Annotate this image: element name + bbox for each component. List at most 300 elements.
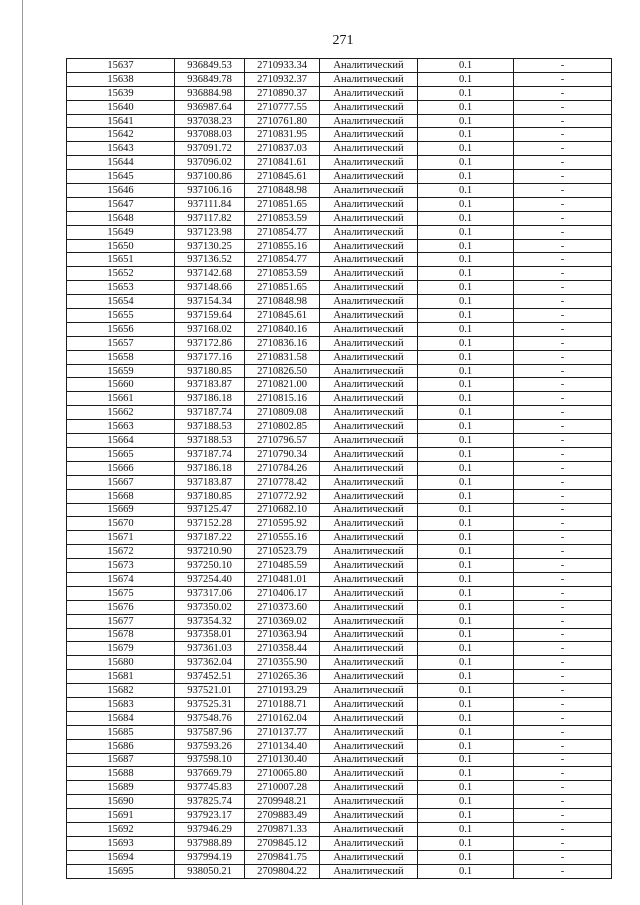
x-coordinate-cell: 937168.02: [175, 322, 245, 336]
accuracy-cell: 0.1: [418, 503, 514, 517]
note-cell: -: [514, 836, 612, 850]
note-cell: -: [514, 850, 612, 864]
method-cell: Аналитический: [320, 72, 418, 86]
method-cell: Аналитический: [320, 184, 418, 198]
note-cell: -: [514, 670, 612, 684]
y-coordinate-cell: 2710790.34: [245, 447, 320, 461]
x-coordinate-cell: 937091.72: [175, 142, 245, 156]
method-cell: Аналитический: [320, 600, 418, 614]
method-cell: Аналитический: [320, 170, 418, 184]
x-coordinate-cell: 937188.53: [175, 420, 245, 434]
note-cell: -: [514, 739, 612, 753]
x-coordinate-cell: 937183.87: [175, 475, 245, 489]
table-row: [67, 434, 612, 448]
note-cell: -: [514, 59, 612, 73]
x-coordinate-cell: 937825.74: [175, 795, 245, 809]
note-cell: -: [514, 420, 612, 434]
point-number-cell: 15647: [67, 197, 175, 211]
note-cell: -: [514, 864, 612, 878]
table-row: [67, 295, 612, 309]
point-number-cell: 15641: [67, 114, 175, 128]
x-coordinate-cell: 937180.85: [175, 489, 245, 503]
note-cell: -: [514, 725, 612, 739]
accuracy-cell: 0.1: [418, 781, 514, 795]
x-coordinate-cell: 937177.16: [175, 350, 245, 364]
note-cell: -: [514, 434, 612, 448]
point-number-cell: 15676: [67, 600, 175, 614]
y-coordinate-cell: 2710932.37: [245, 72, 320, 86]
method-cell: Аналитический: [320, 614, 418, 628]
y-coordinate-cell: 2709948.21: [245, 795, 320, 809]
accuracy-cell: 0.1: [418, 795, 514, 809]
accuracy-cell: 0.1: [418, 267, 514, 281]
accuracy-cell: 0.1: [418, 461, 514, 475]
point-number-cell: 15655: [67, 309, 175, 323]
x-coordinate-cell: 937187.74: [175, 447, 245, 461]
table-row: [67, 670, 612, 684]
point-number-cell: 15683: [67, 697, 175, 711]
note-cell: -: [514, 767, 612, 781]
accuracy-cell: 0.1: [418, 864, 514, 878]
table-row: [67, 711, 612, 725]
note-cell: -: [514, 545, 612, 559]
method-cell: Аналитический: [320, 392, 418, 406]
x-coordinate-cell: 937358.01: [175, 628, 245, 642]
table-row: [67, 753, 612, 767]
point-number-cell: 15678: [67, 628, 175, 642]
accuracy-cell: 0.1: [418, 364, 514, 378]
note-cell: -: [514, 642, 612, 656]
method-cell: Аналитический: [320, 420, 418, 434]
accuracy-cell: 0.1: [418, 725, 514, 739]
y-coordinate-cell: 2710854.77: [245, 225, 320, 239]
method-cell: Аналитический: [320, 572, 418, 586]
note-cell: -: [514, 795, 612, 809]
y-coordinate-cell: 2710761.80: [245, 114, 320, 128]
y-coordinate-cell: 2709845.12: [245, 836, 320, 850]
accuracy-cell: 0.1: [418, 59, 514, 73]
x-coordinate-cell: 937923.17: [175, 809, 245, 823]
accuracy-cell: 0.1: [418, 489, 514, 503]
accuracy-cell: 0.1: [418, 281, 514, 295]
note-cell: -: [514, 600, 612, 614]
table-row: [67, 614, 612, 628]
y-coordinate-cell: 2710369.02: [245, 614, 320, 628]
point-number-cell: 15648: [67, 211, 175, 225]
y-coordinate-cell: 2710355.90: [245, 656, 320, 670]
y-coordinate-cell: 2710933.34: [245, 59, 320, 73]
accuracy-cell: 0.1: [418, 684, 514, 698]
table-row: [67, 850, 612, 864]
x-coordinate-cell: 937106.16: [175, 184, 245, 198]
point-number-cell: 15695: [67, 864, 175, 878]
note-cell: -: [514, 239, 612, 253]
x-coordinate-cell: 937946.29: [175, 822, 245, 836]
x-coordinate-cell: 937988.89: [175, 836, 245, 850]
x-coordinate-cell: 937154.34: [175, 295, 245, 309]
note-cell: -: [514, 364, 612, 378]
table-row: [67, 684, 612, 698]
note-cell: -: [514, 559, 612, 573]
point-number-cell: 15659: [67, 364, 175, 378]
coordinates-table: [66, 58, 612, 879]
accuracy-cell: 0.1: [418, 378, 514, 392]
note-cell: -: [514, 781, 612, 795]
note-cell: -: [514, 475, 612, 489]
y-coordinate-cell: 2710853.59: [245, 267, 320, 281]
table-row: [67, 128, 612, 142]
method-cell: Аналитический: [320, 100, 418, 114]
table-row: [67, 656, 612, 670]
accuracy-cell: 0.1: [418, 114, 514, 128]
table-row: [67, 59, 612, 73]
coordinates-table-body: [67, 59, 612, 879]
x-coordinate-cell: 937117.82: [175, 211, 245, 225]
y-coordinate-cell: 2709871.33: [245, 822, 320, 836]
method-cell: Аналитический: [320, 225, 418, 239]
method-cell: Аналитический: [320, 447, 418, 461]
x-coordinate-cell: 937250.10: [175, 559, 245, 573]
x-coordinate-cell: 937148.66: [175, 281, 245, 295]
method-cell: Аналитический: [320, 350, 418, 364]
x-coordinate-cell: 937354.32: [175, 614, 245, 628]
y-coordinate-cell: 2709883.49: [245, 809, 320, 823]
note-cell: -: [514, 572, 612, 586]
x-coordinate-cell: 937994.19: [175, 850, 245, 864]
note-cell: -: [514, 517, 612, 531]
point-number-cell: 15675: [67, 586, 175, 600]
y-coordinate-cell: 2710134.40: [245, 739, 320, 753]
method-cell: Аналитический: [320, 670, 418, 684]
table-row: [67, 225, 612, 239]
note-cell: -: [514, 614, 612, 628]
method-cell: Аналитический: [320, 211, 418, 225]
accuracy-cell: 0.1: [418, 170, 514, 184]
x-coordinate-cell: 937548.76: [175, 711, 245, 725]
method-cell: Аналитический: [320, 725, 418, 739]
table-row: [67, 447, 612, 461]
x-coordinate-cell: 937088.03: [175, 128, 245, 142]
x-coordinate-cell: 937362.04: [175, 656, 245, 670]
accuracy-cell: 0.1: [418, 309, 514, 323]
note-cell: -: [514, 503, 612, 517]
y-coordinate-cell: 2710358.44: [245, 642, 320, 656]
x-coordinate-cell: 937159.64: [175, 309, 245, 323]
accuracy-cell: 0.1: [418, 475, 514, 489]
y-coordinate-cell: 2710406.17: [245, 586, 320, 600]
table-row: [67, 739, 612, 753]
table-row: [67, 392, 612, 406]
y-coordinate-cell: 2710130.40: [245, 753, 320, 767]
method-cell: Аналитический: [320, 128, 418, 142]
y-coordinate-cell: 2710485.59: [245, 559, 320, 573]
y-coordinate-cell: 2710837.03: [245, 142, 320, 156]
x-coordinate-cell: 937745.83: [175, 781, 245, 795]
accuracy-cell: 0.1: [418, 531, 514, 545]
table-row: [67, 281, 612, 295]
note-cell: -: [514, 72, 612, 86]
x-coordinate-cell: 937186.18: [175, 392, 245, 406]
point-number-cell: 15662: [67, 406, 175, 420]
point-number-cell: 15658: [67, 350, 175, 364]
point-number-cell: 15681: [67, 670, 175, 684]
point-number-cell: 15660: [67, 378, 175, 392]
x-coordinate-cell: 937180.85: [175, 364, 245, 378]
table-row: [67, 211, 612, 225]
point-number-cell: 15666: [67, 461, 175, 475]
note-cell: -: [514, 267, 612, 281]
x-coordinate-cell: 937038.23: [175, 114, 245, 128]
y-coordinate-cell: 2710363.94: [245, 628, 320, 642]
y-coordinate-cell: 2710848.98: [245, 184, 320, 198]
accuracy-cell: 0.1: [418, 406, 514, 420]
y-coordinate-cell: 2710821.00: [245, 378, 320, 392]
y-coordinate-cell: 2710784.26: [245, 461, 320, 475]
point-number-cell: 15669: [67, 503, 175, 517]
point-number-cell: 15687: [67, 753, 175, 767]
note-cell: -: [514, 225, 612, 239]
note-cell: -: [514, 114, 612, 128]
point-number-cell: 15682: [67, 684, 175, 698]
note-cell: -: [514, 253, 612, 267]
table-row: [67, 253, 612, 267]
point-number-cell: 15674: [67, 572, 175, 586]
method-cell: Аналитический: [320, 378, 418, 392]
y-coordinate-cell: 2710809.08: [245, 406, 320, 420]
method-cell: Аналитический: [320, 781, 418, 795]
note-cell: -: [514, 197, 612, 211]
table-row: [67, 72, 612, 86]
method-cell: Аналитический: [320, 642, 418, 656]
point-number-cell: 15638: [67, 72, 175, 86]
point-number-cell: 15690: [67, 795, 175, 809]
accuracy-cell: 0.1: [418, 614, 514, 628]
scan-edge-line: [22, 0, 23, 905]
accuracy-cell: 0.1: [418, 420, 514, 434]
note-cell: -: [514, 128, 612, 142]
method-cell: Аналитический: [320, 322, 418, 336]
accuracy-cell: 0.1: [418, 322, 514, 336]
accuracy-cell: 0.1: [418, 600, 514, 614]
method-cell: Аналитический: [320, 531, 418, 545]
table-row: [67, 864, 612, 878]
y-coordinate-cell: 2710193.29: [245, 684, 320, 698]
y-coordinate-cell: 2710848.98: [245, 295, 320, 309]
y-coordinate-cell: 2710772.92: [245, 489, 320, 503]
table-row: [67, 420, 612, 434]
x-coordinate-cell: 937598.10: [175, 753, 245, 767]
accuracy-cell: 0.1: [418, 850, 514, 864]
note-cell: -: [514, 406, 612, 420]
accuracy-cell: 0.1: [418, 656, 514, 670]
x-coordinate-cell: 937350.02: [175, 600, 245, 614]
method-cell: Аналитический: [320, 503, 418, 517]
accuracy-cell: 0.1: [418, 836, 514, 850]
y-coordinate-cell: 2710853.59: [245, 211, 320, 225]
accuracy-cell: 0.1: [418, 809, 514, 823]
x-coordinate-cell: 937361.03: [175, 642, 245, 656]
method-cell: Аналитический: [320, 239, 418, 253]
table-row: [67, 545, 612, 559]
note-cell: -: [514, 531, 612, 545]
y-coordinate-cell: 2710815.16: [245, 392, 320, 406]
table-row: [67, 517, 612, 531]
table-row: [67, 503, 612, 517]
accuracy-cell: 0.1: [418, 586, 514, 600]
method-cell: Аналитический: [320, 767, 418, 781]
point-number-cell: 15671: [67, 531, 175, 545]
note-cell: -: [514, 281, 612, 295]
table-row: [67, 628, 612, 642]
x-coordinate-cell: 937130.25: [175, 239, 245, 253]
x-coordinate-cell: 937152.28: [175, 517, 245, 531]
table-row: [67, 531, 612, 545]
x-coordinate-cell: 936987.64: [175, 100, 245, 114]
y-coordinate-cell: 2710265.36: [245, 670, 320, 684]
accuracy-cell: 0.1: [418, 822, 514, 836]
method-cell: Аналитический: [320, 114, 418, 128]
point-number-cell: 15665: [67, 447, 175, 461]
accuracy-cell: 0.1: [418, 128, 514, 142]
method-cell: Аналитический: [320, 295, 418, 309]
table-row: [67, 142, 612, 156]
table-row: [67, 322, 612, 336]
accuracy-cell: 0.1: [418, 392, 514, 406]
accuracy-cell: 0.1: [418, 753, 514, 767]
point-number-cell: 15667: [67, 475, 175, 489]
accuracy-cell: 0.1: [418, 72, 514, 86]
method-cell: Аналитический: [320, 628, 418, 642]
accuracy-cell: 0.1: [418, 628, 514, 642]
table-row: [67, 489, 612, 503]
method-cell: Аналитический: [320, 836, 418, 850]
method-cell: Аналитический: [320, 753, 418, 767]
table-row: [67, 725, 612, 739]
table-row: [67, 406, 612, 420]
point-number-cell: 15661: [67, 392, 175, 406]
x-coordinate-cell: 938050.21: [175, 864, 245, 878]
note-cell: -: [514, 184, 612, 198]
point-number-cell: 15672: [67, 545, 175, 559]
accuracy-cell: 0.1: [418, 184, 514, 198]
note-cell: -: [514, 461, 612, 475]
note-cell: -: [514, 753, 612, 767]
y-coordinate-cell: 2710481.01: [245, 572, 320, 586]
y-coordinate-cell: 2710373.60: [245, 600, 320, 614]
method-cell: Аналитический: [320, 684, 418, 698]
table-row: [67, 461, 612, 475]
method-cell: Аналитический: [320, 364, 418, 378]
table-row: [67, 170, 612, 184]
point-number-cell: 15637: [67, 59, 175, 73]
note-cell: -: [514, 809, 612, 823]
table-row: [67, 642, 612, 656]
accuracy-cell: 0.1: [418, 253, 514, 267]
method-cell: Аналитический: [320, 142, 418, 156]
x-coordinate-cell: 937125.47: [175, 503, 245, 517]
accuracy-cell: 0.1: [418, 225, 514, 239]
point-number-cell: 15653: [67, 281, 175, 295]
y-coordinate-cell: 2710831.95: [245, 128, 320, 142]
accuracy-cell: 0.1: [418, 156, 514, 170]
point-number-cell: 15657: [67, 336, 175, 350]
table-row: [67, 378, 612, 392]
table-row: [67, 184, 612, 198]
note-cell: -: [514, 86, 612, 100]
point-number-cell: 15646: [67, 184, 175, 198]
x-coordinate-cell: 937317.06: [175, 586, 245, 600]
accuracy-cell: 0.1: [418, 336, 514, 350]
y-coordinate-cell: 2710065.80: [245, 767, 320, 781]
y-coordinate-cell: 2710851.65: [245, 197, 320, 211]
y-coordinate-cell: 2710777.55: [245, 100, 320, 114]
x-coordinate-cell: 937452.51: [175, 670, 245, 684]
method-cell: Аналитический: [320, 864, 418, 878]
accuracy-cell: 0.1: [418, 711, 514, 725]
point-number-cell: 15680: [67, 656, 175, 670]
point-number-cell: 15650: [67, 239, 175, 253]
note-cell: -: [514, 586, 612, 600]
method-cell: Аналитический: [320, 795, 418, 809]
accuracy-cell: 0.1: [418, 739, 514, 753]
table-row: [67, 336, 612, 350]
x-coordinate-cell: 937186.18: [175, 461, 245, 475]
accuracy-cell: 0.1: [418, 545, 514, 559]
x-coordinate-cell: 937593.26: [175, 739, 245, 753]
accuracy-cell: 0.1: [418, 142, 514, 156]
x-coordinate-cell: 937187.22: [175, 531, 245, 545]
x-coordinate-cell: 937187.74: [175, 406, 245, 420]
method-cell: Аналитический: [320, 336, 418, 350]
x-coordinate-cell: 937525.31: [175, 697, 245, 711]
table-row: [67, 364, 612, 378]
table-row: [67, 239, 612, 253]
point-number-cell: 15691: [67, 809, 175, 823]
accuracy-cell: 0.1: [418, 559, 514, 573]
table-row: [67, 100, 612, 114]
point-number-cell: 15642: [67, 128, 175, 142]
table-row: [67, 781, 612, 795]
method-cell: Аналитический: [320, 267, 418, 281]
method-cell: Аналитический: [320, 656, 418, 670]
x-coordinate-cell: 937183.87: [175, 378, 245, 392]
note-cell: -: [514, 170, 612, 184]
point-number-cell: 15670: [67, 517, 175, 531]
table-row: [67, 350, 612, 364]
note-cell: -: [514, 350, 612, 364]
x-coordinate-cell: 937100.86: [175, 170, 245, 184]
y-coordinate-cell: 2710188.71: [245, 697, 320, 711]
y-coordinate-cell: 2710802.85: [245, 420, 320, 434]
point-number-cell: 15688: [67, 767, 175, 781]
accuracy-cell: 0.1: [418, 239, 514, 253]
point-number-cell: 15689: [67, 781, 175, 795]
note-cell: -: [514, 309, 612, 323]
note-cell: -: [514, 211, 612, 225]
table-row: [67, 114, 612, 128]
point-number-cell: 15654: [67, 295, 175, 309]
table-row: [67, 795, 612, 809]
x-coordinate-cell: 937111.84: [175, 197, 245, 211]
y-coordinate-cell: 2710851.65: [245, 281, 320, 295]
note-cell: -: [514, 295, 612, 309]
table-row: [67, 586, 612, 600]
method-cell: Аналитический: [320, 434, 418, 448]
table-row: [67, 86, 612, 100]
method-cell: Аналитический: [320, 822, 418, 836]
table-row: [67, 267, 612, 281]
table-row: [67, 156, 612, 170]
